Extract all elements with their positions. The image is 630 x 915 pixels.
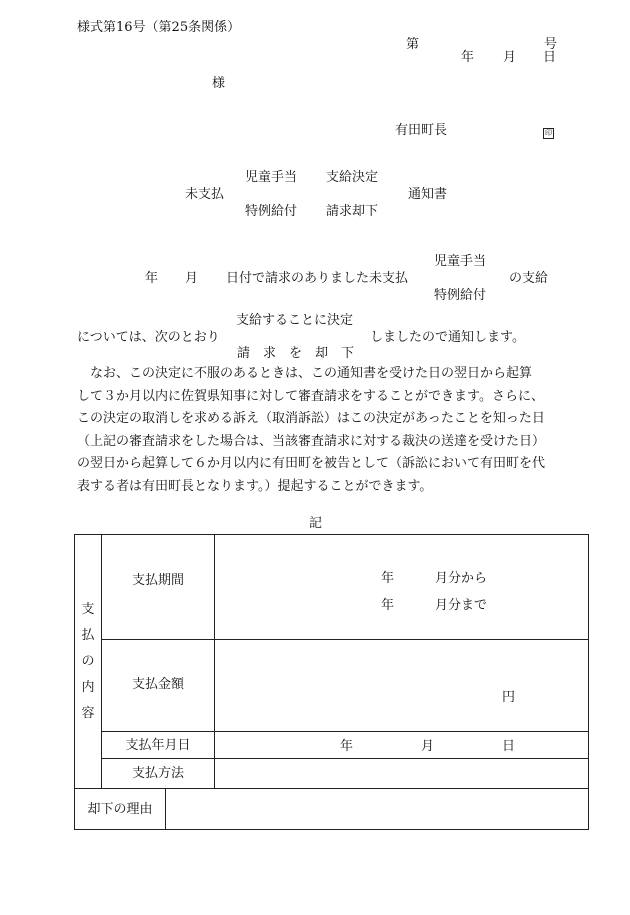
document-number-suffix: 号 — [544, 37, 558, 52]
rejection-reason-label: 却下の理由 — [75, 789, 166, 830]
section-char: 払 — [81, 627, 95, 643]
section-char: 支 — [81, 601, 95, 617]
payment-date-day: 日 — [502, 739, 516, 754]
paragraph-line: 表する者は有田町長となります。）提起することができます。 — [77, 478, 433, 494]
issuer-name: 有田町長 — [395, 123, 448, 138]
paragraph-line: の翌日から起算して６か月以内に有田町を被告として（訴訟において有田町を代 — [77, 456, 546, 471]
period-to-year: 年 — [381, 598, 395, 613]
paragraph-line: なお、この決定に不服のあるときは、この通知書を受けた日の翌日から起算 — [77, 366, 533, 381]
body-option-b: 請 求 を 却 下 — [237, 346, 355, 361]
record-heading: 記 — [309, 516, 323, 531]
title-allowance-a: 児童手当 — [245, 170, 298, 185]
form-number: 様式第16号（第25条関係） — [77, 20, 241, 35]
body-option-a: 支給することに決定 — [236, 313, 354, 328]
payment-date-year: 年 — [340, 739, 354, 754]
payment-amount-label: 支払金額 — [102, 640, 215, 732]
payment-period-field — [215, 535, 589, 640]
seal-mark — [543, 125, 554, 139]
period-from: 月分から — [435, 571, 488, 586]
payment-date-month: 月 — [421, 739, 435, 754]
payment-content-label — [75, 535, 102, 789]
section-char: 内 — [81, 679, 95, 695]
payment-date-label: 支払年月日 — [102, 732, 215, 759]
seal-icon: 印 — [545, 129, 552, 137]
table-row — [75, 535, 589, 640]
body-allowance-a: 児童手当 — [434, 254, 487, 269]
title-prefix: 未支払 — [185, 187, 225, 202]
issue-date-day: 日 — [543, 50, 557, 65]
body-line2-end: しましたので通知します。 — [370, 330, 525, 345]
rejection-reason-field — [166, 789, 589, 830]
section-char: 容 — [81, 705, 95, 721]
body-line1-end: の支給 — [509, 271, 549, 286]
title-allowance-b: 特例給付 — [245, 204, 298, 219]
title-decision-b: 請求却下 — [326, 204, 379, 219]
period-from-year: 年 — [381, 571, 395, 586]
paragraph-line: この決定の取消しを求める訴え（取消訴訟）はこの決定があったことを知った日 — [77, 411, 545, 426]
payment-method-field — [215, 759, 589, 789]
title-suffix: 通知書 — [408, 187, 448, 202]
period-to: 月分まで — [435, 598, 488, 613]
payment-amount-field — [215, 640, 589, 732]
body-line2-start: については、次のとおり — [77, 330, 220, 345]
table-row — [75, 789, 589, 830]
appeal-notice-paragraph — [77, 363, 583, 498]
body-year: 年 — [145, 271, 159, 286]
addressee-honorific: 様 — [212, 76, 226, 91]
issue-date-year: 年 — [461, 50, 475, 65]
payment-date-field — [215, 732, 589, 759]
body-allowance-b: 特例給付 — [434, 288, 487, 303]
body-line1-text: 日付で請求のありました未支払 — [226, 271, 409, 286]
payment-details-table — [74, 534, 589, 830]
paragraph-line: （上記の審査請求をした場合は、当該審査請求に対する裁決の送達を受けた日） — [77, 433, 546, 449]
table-row — [75, 759, 589, 789]
section-char: の — [81, 653, 95, 669]
issue-date-month: 月 — [503, 50, 517, 65]
paragraph-line: して３か月以内に佐賀県知事に対して審査請求をすることができます。さらに、 — [77, 388, 544, 404]
payment-method-label: 支払方法 — [102, 759, 215, 789]
amount-unit: 円 — [502, 690, 516, 705]
table-row — [75, 732, 589, 759]
payment-period-label: 支払期間 — [102, 535, 215, 640]
title-decision-a: 支給決定 — [326, 170, 379, 185]
table-row — [75, 640, 589, 732]
document-number-prefix: 第 — [406, 37, 420, 52]
body-month: 月 — [185, 271, 199, 286]
